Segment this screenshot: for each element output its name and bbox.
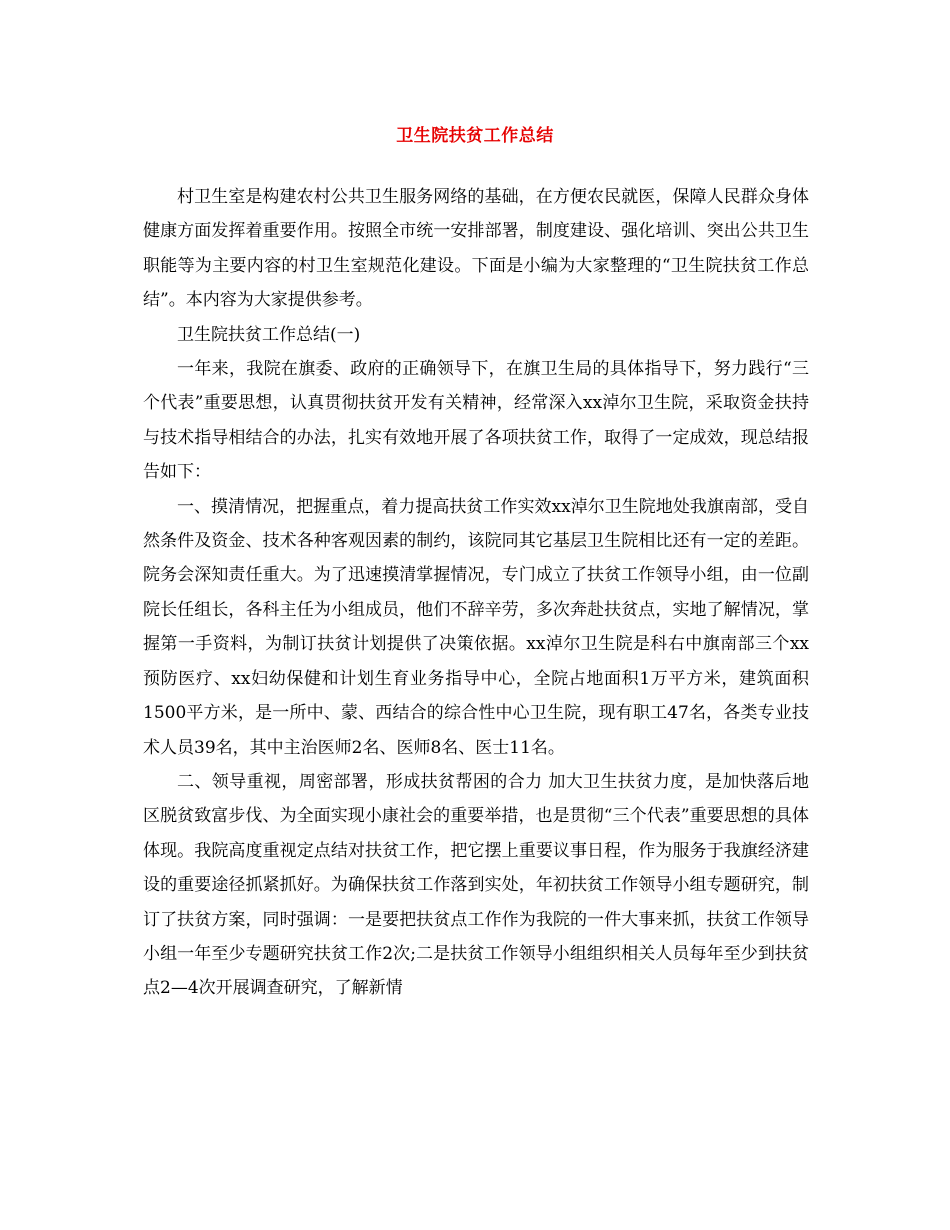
paragraph-overview: 一年来，我院在旗委、政府的正确领导下，在旗卫生局的具体指导下，努力践行“三个代表”重要思想，认真贯彻扶贫开发有关精神，经常深入xx淖尔卫生院，采取资金扶持与技术指导相结合的办法，扎实有效地开展了各项扶贫工作，取得了一定成效，现总结报告如下： [143,359,809,483]
paragraph-point-two: 二、领导重视，周密部署，形成扶贫帮困的合力 加大卫生扶贫力度，是加快落后地区脱贫致富步伐、为全面实现小康社会的重要举措，也是贯彻“三个代表”重要思想的具体体现。我院高度重视定点结对扶贫工作，把它摆上重要议事日程，作为服务于我旗经济建设的重要途径抓紧抓好。为确保扶贫工作落到实处，年初扶贫工作领导小组专题研究，制订了扶贫方案，同时强调：一是要把扶贫点工作作为我院的一件大事来抓，扶贫工作领导小组一年至少专题研究扶贫工作2次;二是扶贫工作领导小组组织相关人员每年至少到扶贫点2—4次开展调查研究，了解新情 [143,771,809,999]
document-title: 卫生院扶贫工作总结 [396,126,554,146]
document-body [143,180,809,1006]
section-heading: 卫生院扶贫工作总结(一) [177,324,361,345]
paragraph-intro: 村卫生室是构建农村公共卫生服务网络的基础，在方便农民就医，保障人民群众身体健康方面发挥着重要作用。按照全市统一安排部署，制度建设、强化培训、突出公共卫生职能等为主要内容的村卫生室规范化建设。下面是小编为大家整理的“卫生院扶贫工作总结”。本内容为大家提供参考。 [143,187,809,311]
paragraph-point-one: 一、摸清情况，把握重点，着力提高扶贫工作实效xx淖尔卫生院地处我旗南部，受自然条件及资金、技术各种客观因素的制约，该院同其它基层卫生院相比还有一定的差距。院务会深知责任重大。为了迅速摸清掌握情况，专门成立了扶贫工作领导小组，由一位副院长任组长，各科主任为小组成员，他们不辞辛劳，多次奔赴扶贫点，实地了解情况，掌握第一手资料，为制订扶贫计划提供了决策依据。xx淖尔卫生院是科右中旗南部三个xx预防医疗、xx妇幼保健和计划生育业务指导中心，全院占地面积1万平方米，建筑面积1500平方米，是一所中、蒙、西结合的综合性中心卫生院，现有职工47名，各类专业技术人员39名，其中主治医师2名、医师8名、医士11名。 [143,496,809,758]
